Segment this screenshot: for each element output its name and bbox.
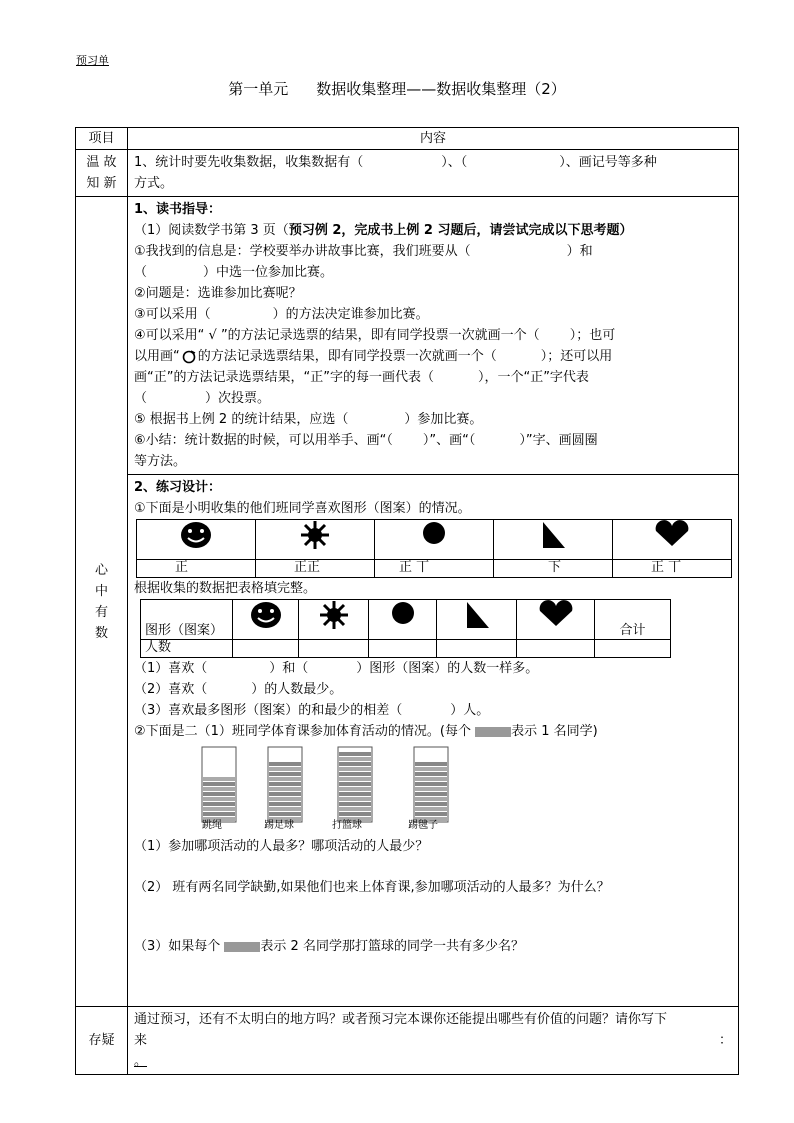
activity-bar (268, 747, 302, 822)
count-table (140, 599, 671, 658)
q3-a: ③可以采用（ (134, 307, 211, 322)
q4-h: （ (134, 391, 148, 406)
review-text-c: ）、画记号等多种 (559, 155, 657, 170)
heart-label-1: 心 (94, 562, 108, 578)
activity-block (269, 797, 301, 801)
activity-block (415, 797, 447, 801)
q4-a: ④可以采用“ √ ”的方法记录选票的结果，即有同学投票一次就画一个（ (134, 328, 540, 343)
count-cell[interactable] (595, 640, 671, 658)
count-head-total: 合计 (595, 600, 671, 640)
review-label-2: 知 新 (86, 176, 117, 191)
reading-guide-title: 1、读书指导： (134, 202, 222, 217)
activity-block (203, 802, 235, 806)
sun-icon (319, 600, 349, 630)
triangle-icon (539, 520, 567, 550)
q1-d: ）中选一位参加比赛。 (203, 265, 334, 280)
q3-b: ）的方法决定谁参加比赛。 (272, 307, 429, 322)
activity-chart (196, 742, 732, 836)
p2-q3-b: 表示 2 名同学那打篮球的同学一共有多少名？ (260, 939, 524, 954)
tally-value: 正 (137, 560, 256, 578)
activity-block (339, 752, 371, 756)
count-cell[interactable] (299, 640, 369, 658)
activity-block (339, 767, 371, 771)
p2-intro-a: ②下面是二（1）班同学体育课参加体育活动的情况。(每个 (134, 724, 471, 739)
doubt-line-1: 通过预习，还有不太明白的地方吗？或者预习完本课你还能提出哪些有价值的问题？请你写下 (134, 1012, 668, 1027)
unit-block-icon (475, 727, 511, 737)
activity-block (339, 772, 371, 776)
count-cell[interactable] (369, 640, 437, 658)
review-text-d: 方式。 (134, 176, 174, 191)
activity-block (339, 802, 371, 806)
activity-label: 踢毽子 (408, 820, 438, 831)
tally-value: 下 (494, 560, 613, 578)
activity-block (415, 777, 447, 781)
count-triangle (437, 600, 517, 640)
heart-label-3: 有 (94, 604, 108, 620)
activity-block (415, 802, 447, 806)
circle-mark-icon (180, 350, 198, 364)
count-smiley (233, 600, 299, 640)
p1-q3-b: ）人。 (450, 703, 490, 718)
tally-table (136, 519, 732, 578)
q2: ②问题是：选谁参加比赛呢？ (134, 286, 302, 301)
activity-block (415, 772, 447, 776)
circle-icon (390, 600, 416, 626)
tally-heart (613, 520, 732, 560)
preview-sheet-label: 预习单 (76, 54, 109, 67)
q5-a: ⑤ 根据书上例 2 的统计结果，应选（ (134, 412, 349, 427)
activity-label: 踢足球 (264, 820, 294, 831)
activity-block (269, 787, 301, 791)
head-item: 项目 (76, 128, 128, 150)
activity-block (269, 782, 301, 786)
activity-block (269, 772, 301, 776)
heart-label-2: 中 (94, 583, 108, 599)
p2-q1: （1）参加哪项活动的人最多？哪项活动的人最少？ (134, 839, 429, 854)
p2-q2: （2） 班有两名同学缺勤,如果他们也来上体育课,参加哪项活动的人最多？为什么？ (134, 880, 610, 895)
review-text-b: ）、（ (441, 155, 468, 170)
heart-label (76, 197, 128, 1007)
reading-intro-b: 预习例 2，完成书上例 2 习题后，请尝试完成以下思考题） (288, 223, 633, 238)
p1-q3-a: （3）喜欢最多图形（图案）的和最少的相差（ (134, 703, 403, 718)
p1-q1-a: （1）喜欢（ (134, 661, 208, 676)
tally-value: 正 丅 (613, 560, 732, 578)
head-content: 内容 (128, 128, 739, 150)
reading-intro-a: （1）阅读数学书第 3 页（ (134, 223, 289, 238)
activity-block (269, 807, 301, 811)
tally-smiley (137, 520, 256, 560)
circle-icon (421, 520, 447, 546)
q1-a: ①我找到的信息是：学校要举办讲故事比赛，我们班要从（ (134, 244, 471, 259)
activity-block (415, 762, 447, 766)
activity-block (339, 797, 371, 801)
heart-icon (653, 520, 691, 548)
q5-b: ）参加比赛。 (404, 412, 483, 427)
activity-block (269, 792, 301, 796)
count-sun (299, 600, 369, 640)
smiley-icon (179, 520, 213, 550)
tally-value: 正正 (256, 560, 375, 578)
doubt-label: 存疑 (76, 1007, 128, 1075)
q6-d: 等方法。 (134, 454, 187, 469)
activity-block (269, 767, 301, 771)
activity-block (339, 787, 371, 791)
activity-block (269, 802, 301, 806)
p1-fill: 根据收集的数据把表格填完整。 (134, 581, 317, 596)
activity-block (415, 792, 447, 796)
heart-icon (537, 600, 575, 628)
review-content (128, 150, 739, 197)
sun-icon (300, 520, 330, 550)
q4-i: ）次投票。 (205, 391, 271, 406)
q4-g: ），一个“正”字代表 (477, 370, 589, 385)
q1-b: ）和 (566, 244, 593, 259)
tally-circle (375, 520, 494, 560)
activity-block (339, 792, 371, 796)
q1-c: （ (134, 265, 148, 280)
count-head-shape: 图形（图案） (141, 600, 233, 640)
q4-b: ）；也可 (569, 328, 616, 343)
tally-triangle (494, 520, 613, 560)
practice (128, 475, 738, 959)
activity-block (203, 797, 235, 801)
count-cell[interactable] (517, 640, 595, 658)
activity-block (415, 787, 447, 791)
p1-q1-c: ）图形（图案）的人数一样多。 (356, 661, 539, 676)
practice-title: 2、练习设计： (134, 480, 222, 495)
q4-f: 画“正”的方法记录选票结果，“正”字的每一画代表（ (134, 370, 434, 385)
doubt-line-2b: ： (718, 1033, 732, 1048)
activity-block (415, 782, 447, 786)
p1-q2-a: （2）喜欢（ (134, 682, 208, 697)
doubt-content (128, 1007, 739, 1075)
q6-a: ⑥小结：统计数据的时候，可以用举手、画“（ (134, 433, 393, 448)
tally-value: 正 丅 (375, 560, 494, 578)
page-title (0, 78, 794, 99)
q4-e: ）；还可以用 (540, 349, 613, 364)
activity-bar (338, 747, 372, 822)
doubt-line-2a: 来 (134, 1033, 148, 1048)
triangle-icon (463, 600, 491, 630)
activity-block (203, 782, 235, 786)
heart-label-4: 数 (94, 625, 108, 641)
activity-block (203, 807, 235, 811)
activity-block (339, 807, 371, 811)
activity-block (203, 787, 235, 791)
smiley-icon (249, 600, 283, 630)
count-heart (517, 600, 595, 640)
doubt-line-3[interactable]: 。 (134, 1054, 148, 1069)
p1-q1-b: ）和（ (269, 661, 309, 676)
activity-block (339, 757, 371, 761)
review-text-a: 1、统计时要先收集数据，收集数据有（ (134, 155, 364, 170)
q6-b: ）”、画“（ (422, 433, 476, 448)
p1-intro: ①下面是小明收集的他们班同学喜欢图形（图案）的情况。 (134, 501, 471, 516)
q6-c: ）”字、画圆圈 (519, 433, 598, 448)
activity-block (339, 777, 371, 781)
activity-block (339, 782, 371, 786)
activity-label: 跳绳 (202, 820, 222, 831)
activity-block (269, 762, 301, 766)
q4-c: 以用画“ (134, 349, 180, 364)
count-row-label: 人数 (141, 640, 233, 658)
review-label-1: 温 故 (86, 155, 117, 170)
p2-q3-a: （3）如果每个 (134, 939, 221, 954)
reading-guide (128, 197, 738, 475)
p1-q2-b: ）的人数最少。 (251, 682, 343, 697)
activity-block (339, 762, 371, 766)
tally-sun (256, 520, 375, 560)
review-label (76, 150, 128, 197)
count-circle (369, 600, 437, 640)
activity-bar (202, 747, 236, 822)
heart-content (128, 197, 739, 1007)
activity-block (415, 767, 447, 771)
q4-d: 的方法记录选票结果，即有同学投票一次就画一个（ (197, 349, 497, 364)
count-cell[interactable] (437, 640, 517, 658)
lesson-title: 数据收集整理——数据收集整理（2） (316, 80, 566, 98)
unit-block-icon (224, 942, 260, 952)
count-cell[interactable] (233, 640, 299, 658)
activity-block (415, 807, 447, 811)
activity-bar (414, 747, 448, 822)
worksheet-table (75, 127, 739, 1075)
activity-block (269, 777, 301, 781)
p2-intro-b: 表示 1 名同学) (511, 724, 598, 739)
unit-title: 第一单元 (228, 80, 289, 98)
activity-block (203, 792, 235, 796)
activity-label: 打篮球 (332, 820, 362, 831)
activity-block (203, 777, 235, 781)
